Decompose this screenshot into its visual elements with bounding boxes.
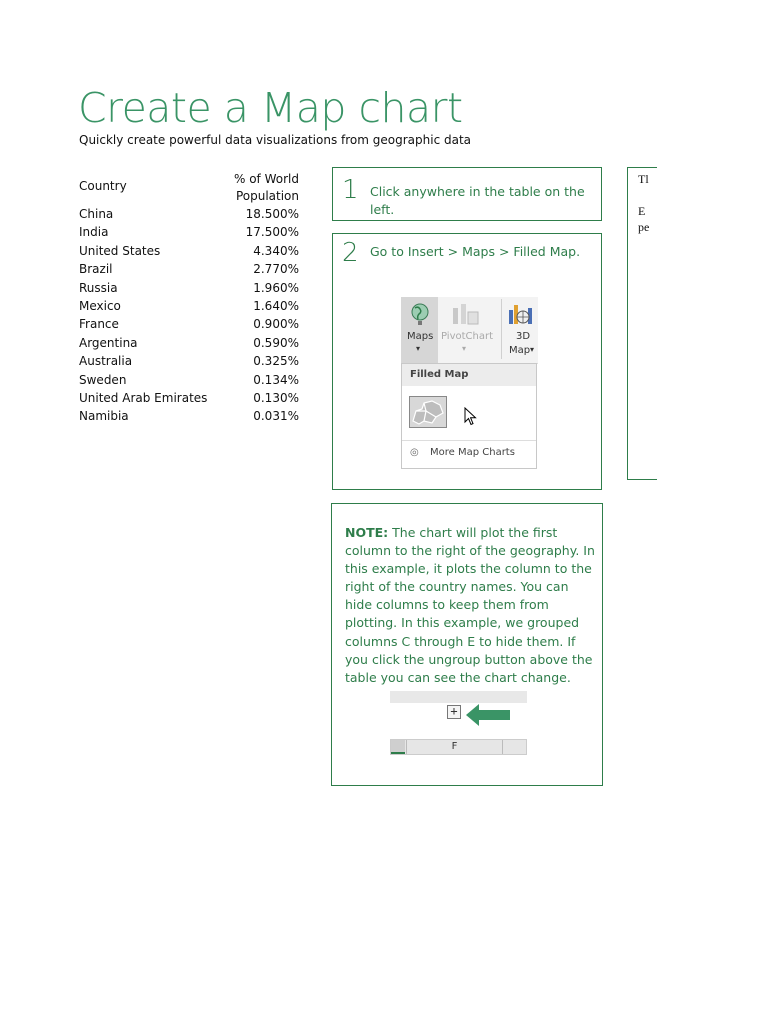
page-subtitle: Quickly create powerful data visualizations from geographic data [79, 133, 472, 147]
note-label: NOTE: [345, 525, 389, 540]
percent-cell[interactable]: 18.500% [245, 207, 299, 221]
percent-cell[interactable]: 1.640% [253, 298, 299, 313]
header-percent[interactable] [234, 171, 299, 205]
pivotchart-icon [451, 302, 481, 326]
table-row[interactable] [79, 205, 301, 223]
pivotchart-label: PivotChart [441, 331, 494, 342]
step1-text [370, 183, 595, 219]
percent-cell[interactable]: 1.960% [253, 280, 299, 295]
step2-number: 2 [342, 238, 359, 268]
cutoff-text-2: E [638, 204, 646, 218]
column-header-strip [390, 739, 527, 755]
note-box [331, 503, 603, 786]
country-cell[interactable]: United States [79, 243, 161, 258]
maps-label: Maps [407, 331, 434, 342]
population-table [79, 171, 301, 426]
step1-text-line2: left. [370, 202, 395, 217]
3d-map-chevron-icon: ▾ [530, 345, 535, 354]
dropdown-divider [402, 440, 536, 441]
step1-box [332, 167, 602, 221]
more-map-charts-link[interactable]: More Map Charts [430, 447, 515, 458]
page-title: Create a Map chart [78, 84, 463, 132]
percent-cell[interactable]: 4.340% [253, 243, 299, 258]
chevron-down-icon: ▾ [416, 344, 421, 353]
maps-dropdown [401, 363, 537, 469]
table-row[interactable] [79, 297, 301, 315]
table-row[interactable] [79, 389, 301, 407]
group-bar [390, 691, 527, 703]
country-cell[interactable]: India [79, 225, 109, 240]
mouse-cursor-icon [464, 407, 478, 427]
globe-icon [409, 302, 431, 326]
column-header-left [391, 740, 405, 754]
percent-cell[interactable]: 0.134% [253, 372, 299, 387]
cutoff-box [627, 167, 657, 480]
percent-cell[interactable]: 0.130% [253, 390, 299, 405]
country-cell[interactable]: Mexico [79, 298, 121, 313]
table-row[interactable] [79, 334, 301, 352]
step1-number: 1 [342, 175, 359, 205]
header-percent-line1: % of World [234, 172, 299, 186]
country-cell[interactable]: Brazil [79, 262, 113, 277]
note-body: The chart will plot the first column to the right of the geography. In this example, it plots the column to the right of the country names. You can hide columns to keep them from plotting. In this example, we grouped columns C through E to hide them. If you click the ungroup button above the table you can see the chart change. [345, 525, 595, 685]
header-country[interactable]: Country [79, 179, 127, 193]
country-cell[interactable]: France [79, 317, 119, 332]
country-cell[interactable]: Argentina [79, 335, 138, 350]
country-cell[interactable]: Sweden [79, 372, 127, 387]
table-row[interactable] [79, 352, 301, 370]
table-row[interactable] [79, 260, 301, 278]
percent-cell[interactable]: 0.031% [253, 409, 299, 424]
percent-cell[interactable]: 2.770% [253, 262, 299, 277]
percent-cell[interactable]: 17.500% [245, 225, 299, 240]
percent-cell[interactable]: 0.900% [253, 317, 299, 332]
cutoff-text-3: pe [638, 220, 650, 234]
maps-button[interactable] [401, 297, 438, 363]
pivotchart-chevron-icon: ▾ [462, 344, 467, 353]
column-f-header[interactable]: F [406, 740, 503, 754]
3d-map-label-line2: Map [509, 345, 531, 356]
note-text [345, 524, 597, 687]
country-cell[interactable]: Namibia [79, 409, 129, 424]
country-cell[interactable]: Australia [79, 354, 133, 369]
country-cell[interactable]: China [79, 207, 114, 221]
header-percent-line2: Population [235, 189, 299, 203]
percent-cell[interactable]: 0.325% [253, 354, 299, 369]
3d-map-label-line1: 3D [516, 331, 531, 342]
table-row[interactable] [79, 315, 301, 333]
country-cell[interactable]: Russia [79, 280, 118, 295]
arrow-left-icon [466, 704, 510, 726]
table-row[interactable] [79, 279, 301, 297]
ribbon-screenshot [401, 297, 538, 469]
map-globe-icon: ◎ [410, 447, 419, 458]
table-header [79, 171, 301, 205]
filled-map-option[interactable] [409, 396, 447, 428]
cutoff-text-1: Tl [638, 172, 649, 186]
table-row[interactable] [79, 407, 301, 425]
step1-text-line1: Click anywhere in the table on the [370, 184, 585, 199]
ungroup-button[interactable]: + [447, 705, 461, 719]
table-row[interactable] [79, 371, 301, 389]
filled-map-header: Filled Map [402, 364, 536, 386]
percent-cell[interactable]: 0.590% [253, 335, 299, 350]
table-row[interactable] [79, 242, 301, 260]
step2-box [332, 233, 602, 490]
filled-map-icon [410, 397, 446, 427]
3d-map-icon [507, 302, 535, 326]
table-row[interactable] [79, 223, 301, 241]
step2-text: Go to Insert > Maps > Filled Map. [370, 244, 581, 259]
country-cell[interactable]: United Arab Emirates [79, 390, 208, 405]
ribbon-divider [501, 299, 502, 359]
